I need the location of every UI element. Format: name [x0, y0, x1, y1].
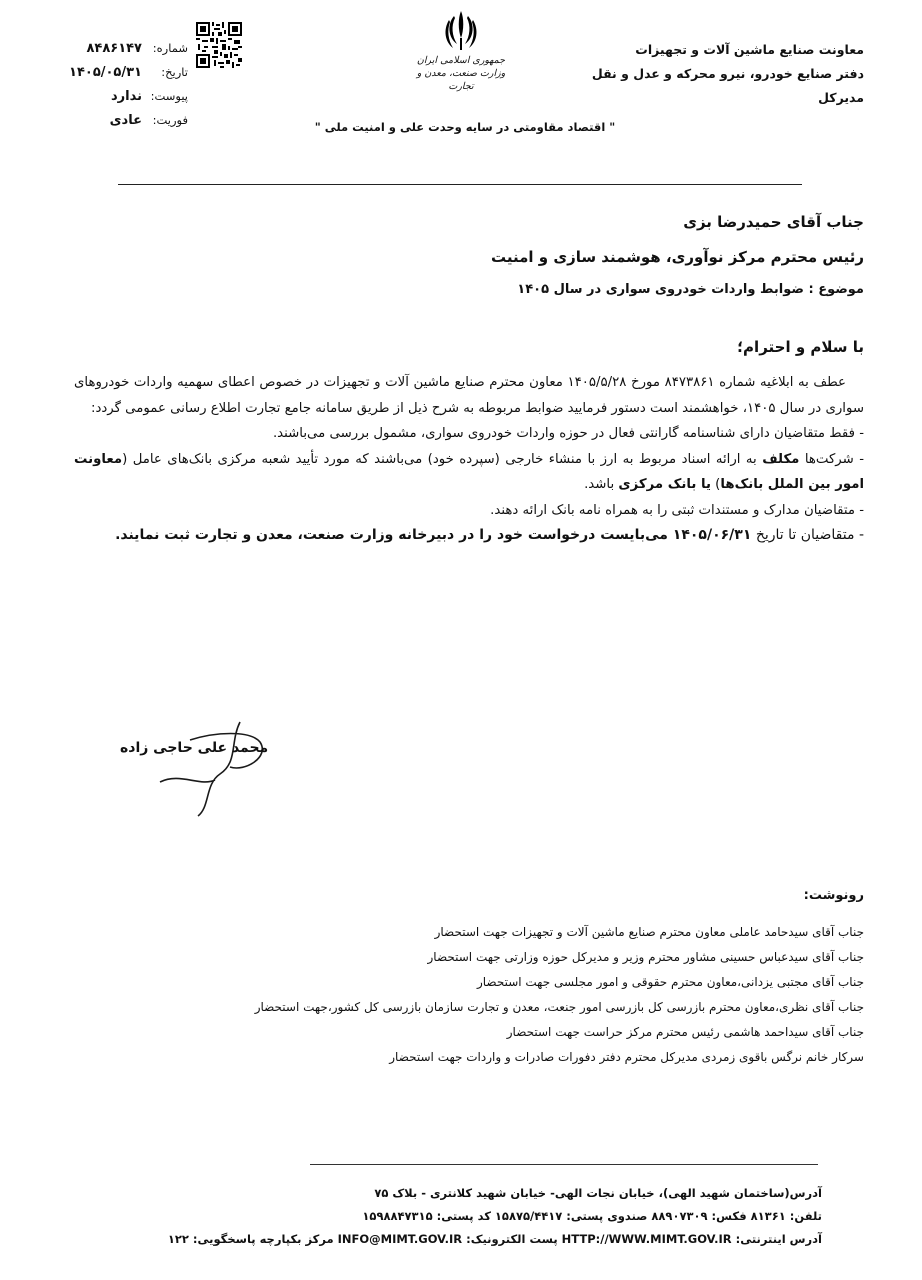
list-item: - فقط متقاضیان دارای شناسنامه گارانتی فعال در حوزه واردات خودروی سواری، مشمول بررسی می‌باشند. [272, 426, 864, 441]
footer-web: آدرس اینترنتی: HTTP://WWW.MIMT.GOV.IR پست الکترونیک: INFO@MIMT.GOV.IR مرکز بکپارچه پاسخگویی: ۱۲۲ [167, 1232, 822, 1246]
footer-address: آدرس(ساختمان شهید الهی)، خیابان نجات الهی- خیابان شهید کلانتری - بلاک ۷۵ [374, 1186, 822, 1200]
addressee-title: رئیس محترم مرکز نوآوری، هوشمند سازی و امنیت [491, 248, 864, 266]
emblem-caption-1: جمهوری اسلامی ایران [416, 55, 506, 66]
meta-date: تاریخ:۱۴۰۵/۰۵/۳۱ [69, 65, 188, 80]
letter-body [74, 370, 864, 549]
list-item: - متقاضیان تا تاریخ ۱۴۰۵/۰۶/۳۱ می‌بایست درخواست خود را در دبیرخانه وزارت صنعت، معدن و تجارت ثبت نمایند. [115, 527, 864, 543]
list-item: سرکار خانم نرگس باقوی زمردی مدیرکل محترم دفتر دفورات صادرات و واردات جهت استحضار [389, 1050, 864, 1064]
meta-urgency: فوریت:عادی [109, 113, 188, 128]
ministry-emblem [411, 8, 511, 93]
list-item: جناب آقای مجتبی یزدانی،معاون محترم حقوقی و امور مجلسی جهت استحضار [476, 975, 864, 989]
list-item: - شرکت‌ها مکلف به ارائه اسناد مربوط به ارز با منشاء خارجی (سپرده خود) می‌باشند که مورد تأیید شعبه مرکزی بانک‌های عامل (معاونت امور بین الملل بانک‌ها) یا بانک مرکزی باشد. [74, 451, 865, 492]
department-block [564, 38, 864, 110]
department-line-1: معاونت صنایع ماشین آلات و تجهیزات [635, 42, 864, 57]
intro-paragraph: عطف به ابلاغیه شماره ۸۴۷۳۸۶۱ مورخ ۱۴۰۵/۵/۲۸ معاون محترم صنایع ماشین آلات و تجهیزات در خصوص اعطای سهمیه واردات خودروهای سواری در سال ۱۴۰۵، خواهشمند است دستور فرمایید ضوابط مربوطه به شرح ذیل از طریق سامانه جامع تجارت اطلاع رسانی عمومی گردد: [74, 375, 864, 416]
footer-phones: تلفن: ۸۱۳۶۱ فکس: ۸۸۹۰۷۳۰۹ صندوی پستی: ۱۵۸۷۵/۴۴۱۷ کد پستی: ۱۵۹۸۸۴۷۳۱۵ [362, 1209, 822, 1223]
subject: موضوع : ضوابط واردات خودروی سواری در سال ۱۴۰۵ [517, 282, 864, 297]
addressee-name: جناب آقای حمیدرضا بزی [683, 213, 864, 231]
list-item: جناب آقای سیدعباس حسینی مشاور محترم وزیر و مدیرکل حوزه وزارتی جهت استحضار [427, 950, 864, 964]
letter-meta [58, 36, 188, 132]
cc-list [144, 920, 864, 1070]
emblem-caption-2: وزارت صنعت، معدن و تجارت [416, 68, 506, 92]
signature-scribble [120, 712, 310, 822]
department-line-2: دفتر صنایع خودرو، نیرو محرکه و عدل و نقل [591, 66, 864, 81]
slogan: " اقتصاد مقاومتی در سایه وحدت علی و امنیت ملی " [314, 120, 616, 134]
list-item: - متقاضیان مدارک و مستندات ثبتی را به همراه نامه بانک ارائه دهند. [490, 502, 864, 518]
header-divider [118, 184, 802, 185]
qr-code-icon [196, 22, 242, 68]
greeting: با سلام و احترام؛ [737, 338, 864, 356]
department-line-3: مدیرکل [818, 90, 864, 105]
meta-attachment: پیوست:ندارد [110, 89, 188, 104]
signatory-name: محمد علی حاجی زاده [120, 740, 269, 756]
list-item: جناب آقای نظری،معاون محترم بازرسی کل بازرسی امور جنعت، معدن و تجارت سازمان بازرسی کل کشور،جهت استحضار [254, 1000, 864, 1014]
iran-emblem-icon [441, 8, 481, 54]
list-item: جناب آقای سیداحمد هاشمی رئیس محترم مرکز حراست جهت استحضار [506, 1025, 864, 1039]
footer [102, 1182, 822, 1251]
meta-number: شماره:۸۴۸۶۱۴۷ [86, 41, 188, 56]
list-item: جناب آقای سیدحامد عاملی معاون محترم صنایع ماشین آلات و تجهیزات جهت استحضار [434, 925, 864, 939]
cc-title: رونوشت: [803, 888, 864, 903]
addressee [491, 205, 864, 275]
footer-divider [310, 1164, 818, 1165]
